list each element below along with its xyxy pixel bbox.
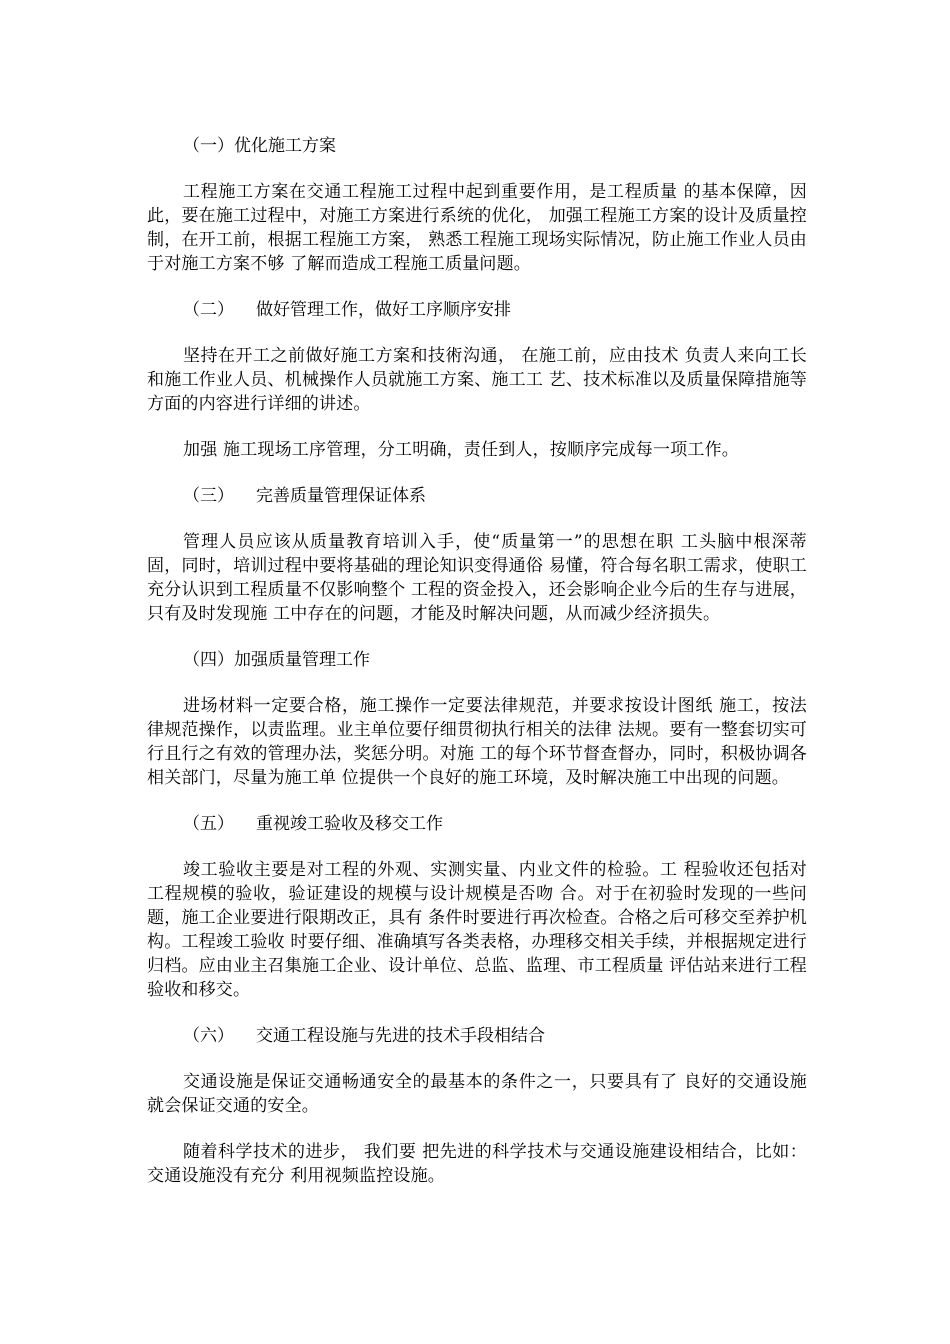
section-heading-1 (147, 134, 807, 158)
section-title: 做好管理工作，做好工序顺序安排 (256, 300, 511, 320)
section-title: 完善质量管理保证体系 (256, 486, 426, 506)
section-heading-4 (147, 648, 807, 672)
section-number: （五） (183, 814, 234, 834)
section-number: （六） (183, 1026, 234, 1046)
body-paragraph: 工程施工方案在交通工程施工过程中起到重要作用，是工程质量 的基本保障，因此，要在施工过程中，对施工方案进行系统的优化， 加强工程施工方案的设计及质量控制，在开工前，根据工程施工方案， 熟悉工程施工现场实际情况，防止施工作业人员由于对施工方案不够 了解而造成工程施工质量问题。 (147, 182, 807, 274)
section-title: 加强质量管理工作 (234, 650, 370, 670)
section-number: （四） (183, 650, 234, 670)
section-heading-5 (147, 812, 807, 836)
body-paragraph: 随着科学技术的进步， 我们要 把先进的科学技术与交通设施建设相结合，比如：交通设施没有充分 利用视频监控设施。 (147, 1142, 807, 1186)
section-heading-2 (147, 298, 807, 322)
body-paragraph: 管理人员应该从质量教育培训入手，使“质量第一”的思想在职 工头脑中根深蒂固，同时，培训过程中要将基础的理论知识变得通俗 易懂，符合每名职工需求，使职工充分认识到工程质量不仅影响整个 工程的资金投入，还会影响企业今后的生存与进展， 只有及时发现施 工中存在的问题，才能及时解决问题，从而减少经济损失。 (147, 532, 807, 624)
section-heading-3 (147, 484, 807, 508)
section-number: （二） (183, 300, 234, 320)
section-title: 重视竣工验收及移交工作 (256, 814, 443, 834)
section-heading-6 (147, 1024, 807, 1048)
section-title: 优化施工方案 (234, 136, 336, 156)
section-number: （一） (183, 136, 234, 156)
body-paragraph: 加强 施工现场工序管理，分工明确，责任到人，按顺序完成每一项工作。 (183, 440, 740, 460)
body-paragraph: 进场材料一定要合格，施工操作一定要法律规范，并要求按设计图纸 施工，按法律规范操作，以责监理。业主单位要仔细贯彻执行相关的法律 法规。要有一整套切实可行且行之有效的管理办法，奖惩分明。对施 工的每个环节督查督办，同时，积极协调各相关部门，尽量为施工单 位提供一个良好的施工环境，及时解决施工中出现的问题。 (147, 696, 807, 788)
body-paragraph: 坚持在开工之前做好施工方案和技術沟通， 在施工前，应由技术 负责人来向工长和施工作业人员、机械操作人员就施工方案、施工工 艺、技术标准以及质量保障措施等方面的内容进行详细的讲述。 (147, 346, 807, 414)
section-title: 交通工程设施与先进的技术手段相结合 (256, 1026, 545, 1046)
body-paragraph: 竣工验收主要是对工程的外观、实测实量、内业文件的检验。工 程验收还包括对工程规模的验收，验证建设的规模与设计规模是否吻 合。对于在初验时发现的一些问题，施工企业要进行限期改正，具有 条件时要进行再次检查。合格之后可移交至养护机构。工程竣工验收 时要仔细、准确填写各类表格，办理移交相关手续，并根据规定进行 归档。应由业主召集施工企业、设计单位、总监、监理、市工程质量 评估站来进行工程验收和移交。 (147, 860, 807, 1000)
body-paragraph: 交通设施是保证交通畅通安全的最基本的条件之一，只要具有了 良好的交通设施就会保证交通的安全。 (147, 1072, 807, 1116)
document-page (147, 134, 807, 1210)
section-number: （三） (183, 486, 234, 506)
